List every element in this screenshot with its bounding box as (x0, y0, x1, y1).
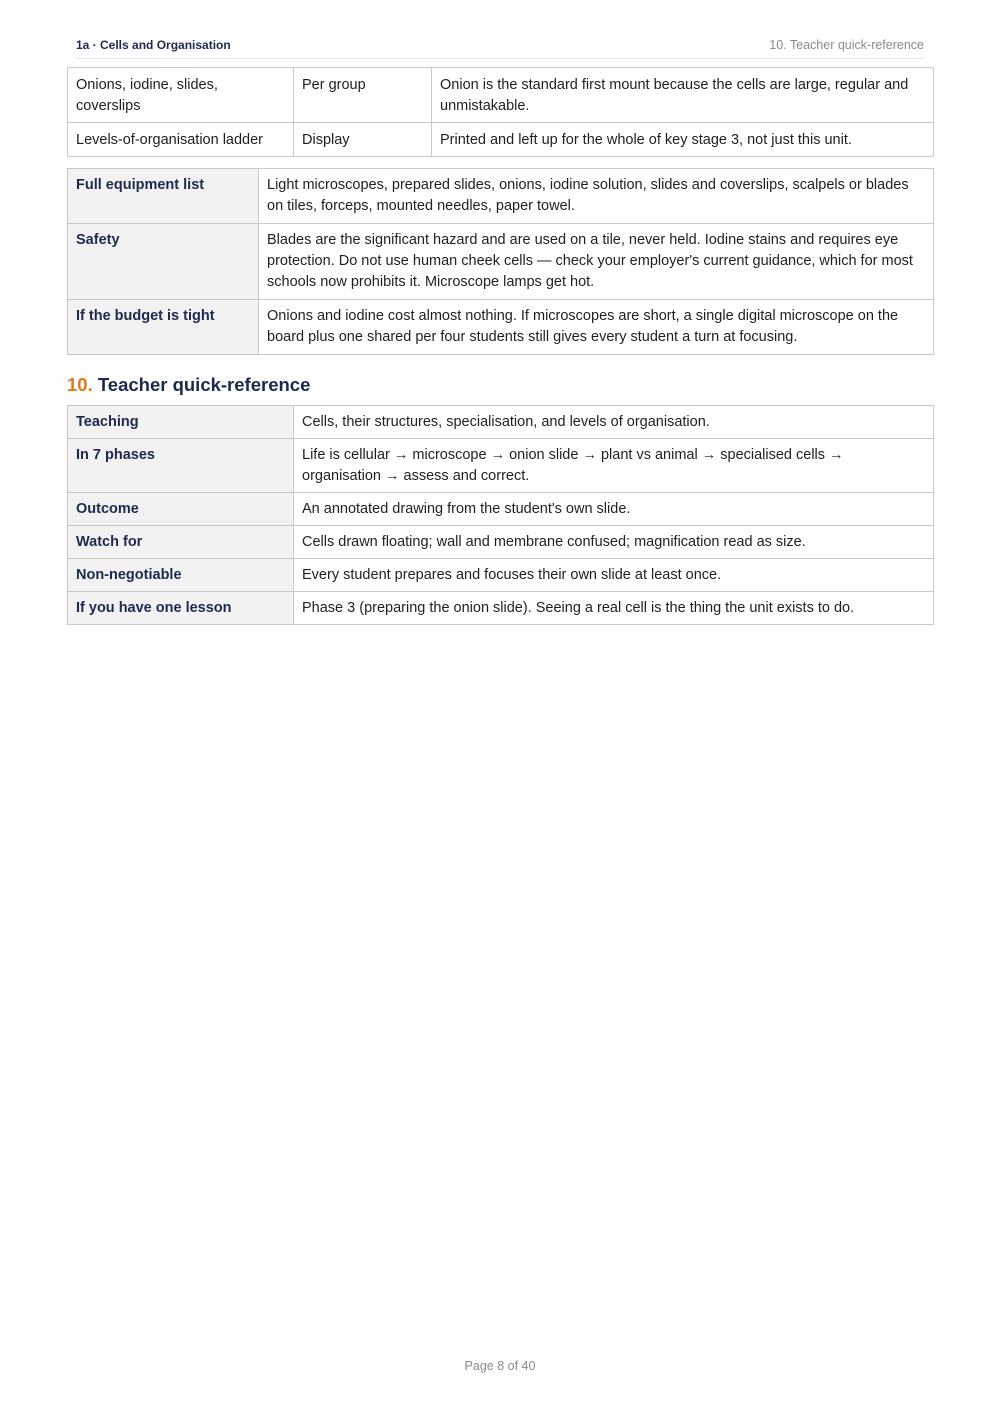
table-row (68, 169, 934, 224)
section-heading (67, 373, 310, 397)
row-label: Watch for (68, 526, 294, 559)
row-value: Light microscopes, prepared slides, onions, iodine solution, slides and coverslips, scalpels or blades on tiles, forceps, mounted needles, paper towel. (259, 169, 934, 224)
row-value: Life is cellular → microscope → onion slide → plant vs animal → specialised cells → organisation → assess and correct. (294, 439, 934, 493)
row-label: Teaching (68, 406, 294, 439)
row-label: Safety (68, 224, 259, 300)
equipment-summary-table (67, 168, 934, 355)
page-header (76, 37, 924, 59)
table-row (68, 68, 934, 123)
row-label: Outcome (68, 493, 294, 526)
row-value: An annotated drawing from the student's own slide. (294, 493, 934, 526)
row-label: If the budget is tight (68, 300, 259, 355)
table-row (68, 300, 934, 355)
row-value: Every student prepares and focuses their own slide at least once. (294, 559, 934, 592)
row-label: In 7 phases (68, 439, 294, 493)
equipment-item: Onions, iodine, slides, coverslips (68, 68, 294, 123)
equipment-item: Levels-of-organisation ladder (68, 123, 294, 157)
equipment-quantity: Per group (294, 68, 432, 123)
table-row (68, 526, 934, 559)
table-row (68, 592, 934, 625)
table-row (68, 559, 934, 592)
running-header-title: 1a · Cells and Organisation (76, 38, 231, 52)
row-label: Non-negotiable (68, 559, 294, 592)
row-value: Onions and iodine cost almost nothing. If microscopes are short, a single digital microscope on the board plus one shared per four students still gives every student a turn at focusing. (259, 300, 934, 355)
row-label: If you have one lesson (68, 592, 294, 625)
section-number: 10. (67, 374, 93, 395)
row-value: Cells, their structures, specialisation, and levels of organisation. (294, 406, 934, 439)
equipment-table-continued (67, 67, 934, 157)
page-number: Page 8 of 40 (464, 1359, 536, 1373)
section-title: Teacher quick-reference (97, 374, 311, 395)
row-label: Full equipment list (68, 169, 259, 224)
quick-reference-table (67, 405, 934, 625)
running-header-section: 10. Teacher quick-reference (769, 38, 924, 52)
table-row (68, 224, 934, 300)
table-row (68, 406, 934, 439)
row-value: Phase 3 (preparing the onion slide). Seeing a real cell is the thing the unit exists to do. (294, 592, 934, 625)
row-value: Blades are the significant hazard and are used on a tile, never held. Iodine stains and requires eye protection. Do not use human cheek cells — check your employer's current guidance, which for most schools now prohibits it. Microscope lamps get hot. (259, 224, 934, 300)
equipment-note: Printed and left up for the whole of key stage 3, not just this unit. (432, 123, 934, 157)
equipment-note: Onion is the standard first mount because the cells are large, regular and unmistakable. (432, 68, 934, 123)
table-row (68, 123, 934, 157)
row-value: Cells drawn floating; wall and membrane confused; magnification read as size. (294, 526, 934, 559)
table-row (68, 439, 934, 493)
table-row (68, 493, 934, 526)
equipment-quantity: Display (294, 123, 432, 157)
